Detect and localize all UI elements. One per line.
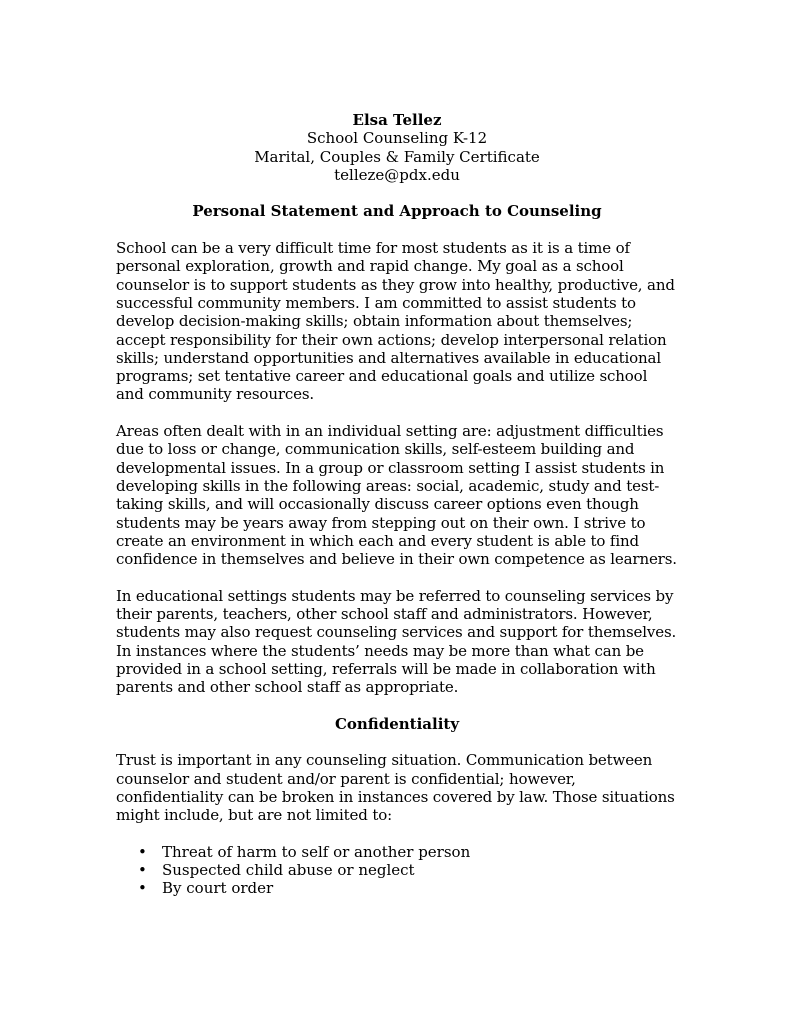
email-line: telleze@pdx.edu: [334, 165, 460, 184]
section-title-personal-statement: Personal Statement and Approach to Counseling: [192, 202, 602, 221]
list-item: [116, 861, 678, 879]
bullet-icon: •: [138, 861, 147, 880]
confidentiality-exceptions-list: [116, 843, 678, 898]
document-page: [116, 111, 678, 898]
bullet-icon: •: [138, 879, 147, 898]
list-item: [116, 843, 678, 861]
paragraph-referrals: In educational settings students may be referred to counseling services by their parents, teachers, other school staff and administrators. However, students may also request counseling services and support for themselves. In instances where the students’ needs may be more than what can be provided in a school setting, referrals will be made in collaboration with parents and other school staff as appropriate.: [116, 586, 677, 697]
document-header: [116, 111, 678, 184]
list-item-text: Threat of harm to self or another person: [162, 842, 471, 861]
list-item-text: Suspected child abuse or neglect: [162, 861, 415, 880]
section-title-confidentiality: Confidentiality: [334, 714, 460, 733]
paragraph-goal: School can be a very difficult time for most students as it is a time of personal exploration, growth and rapid change. My goal as a school counselor is to support students as they grow into healthy, productive, and successful community members. I am committed to assist students to develop decision-making skills; obtain information about themselves; accept responsibility for their own actions; develop interpersonal relation skills; understand opportunities and alternatives available in educational programs; set tentative career and educational goals and utilize school and community resources.: [116, 239, 675, 404]
author-name: Elsa Tellez: [352, 111, 442, 129]
paragraph-areas: Areas often dealt with in an individual setting are: adjustment difficulties due to loss or change, communication skills, self-esteem building and developmental issues. In a group or classroom setting I assist students in developing skills in the following areas: social, academic, study and test-taking skills, and will occasionally discuss career options even though students may be years away from stepping out on their own. I strive to create an environment in which each and every student is able to find confidence in themselves and believe in their own competence as learners.: [116, 422, 677, 569]
certificate-line: Marital, Couples & Family Certificate: [254, 147, 540, 166]
list-item-text: By court order: [162, 879, 274, 898]
program-line: School Counseling K-12: [306, 129, 488, 148]
paragraph-trust: Trust is important in any counseling situation. Communication between counselor and student and/or parent is confidential; however, confidentiality can be broken in instances covered by law. Those situations might include, but are not limited to:: [116, 751, 675, 825]
bullet-icon: •: [138, 842, 147, 861]
list-item: [116, 879, 678, 897]
